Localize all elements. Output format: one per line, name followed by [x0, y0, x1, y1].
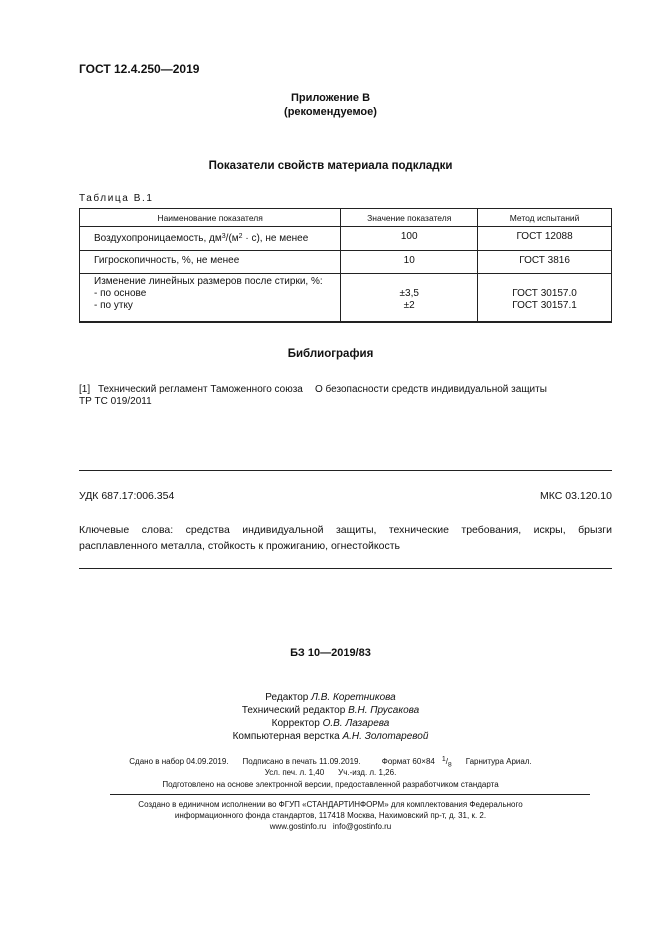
table-header-row [80, 209, 612, 227]
table-row [80, 274, 612, 323]
footer-site-link[interactable]: www.gostinfo.ru [269, 822, 327, 831]
standard-number: ГОСТ 12.4.250—2019 [79, 62, 200, 76]
appendix-note: (рекомендуемое) [284, 106, 377, 118]
table-cell-value: ±3,5 ±2 [341, 274, 478, 323]
table-cell-method: ГОСТ 30157.0 ГОСТ 30157.1 [478, 274, 612, 323]
footer-line-2: информационного фонда стандартов, 117418 Москва, Нахимовский пр-т, д. 31, к. 2. [174, 811, 487, 820]
imprint-line-2: Усл. печ. л. 1,40 Уч.-изд. л. 1,26. [264, 768, 397, 777]
column-header: Метод испытаний [478, 209, 612, 227]
table-cell-name: Воздухопроницаемость, $дм^3/(м^2 \cdot с)$, не менее [80, 227, 341, 251]
divider [110, 794, 590, 795]
footer-line-1: Создано в единичном исполнении во ФГУП «СТАНДАРТИНФОРМ» для комплектования Федерального [138, 800, 523, 809]
table-cell-value: 100 [341, 227, 478, 251]
bibliography-ref-title: О безопасности средств индивидуальной защиты [315, 384, 547, 395]
staff-tech-editor: Технический редактор В.Н. Прусакова [241, 705, 420, 716]
properties-table [79, 208, 612, 323]
staff-editor: Редактор Л.В. Коретникова [265, 692, 396, 703]
imprint-line-3: Подготовлено на основе электронной версии, предоставленной разработчиком стандарта [162, 780, 499, 789]
table-cell-method: ГОСТ 12088 [478, 227, 612, 251]
table-cell-value: 10 [341, 251, 478, 274]
bibliography-ref-number: [1] [79, 384, 91, 395]
keywords: Ключевые слова: средства индивидуальной защиты, технические требования, искры, брызги расплавленного металла, стойкость к прожиганию, огнестойкость [79, 524, 612, 552]
divider [79, 568, 612, 569]
footer-contacts [0, 822, 661, 831]
table-row [80, 251, 612, 274]
section-title: Показатели свойств материала подкладки [208, 160, 453, 172]
table-row [80, 227, 612, 251]
footer-email-link[interactable]: info@gostinfo.ru [332, 822, 392, 831]
divider [79, 470, 612, 471]
bibliography-ref-doc: Технический регламент Таможенного союза [98, 384, 303, 395]
staff-corrector: Корректор О.В. Лазарева [271, 718, 390, 729]
staff-layout: Компьютерная верстка А.Н. Золотаревой [232, 731, 429, 742]
bz-number: БЗ 10—2019/83 [290, 647, 371, 659]
table-cell-method: ГОСТ 3816 [478, 251, 612, 274]
appendix-title: Приложение В [290, 92, 371, 104]
table-cell-name: Изменение линейных размеров после стирки, %: - по основе - по утку [80, 274, 341, 323]
mks-code: МКС 03.120.10 [540, 490, 612, 502]
udk-code: УДК 687.17:006.354 [79, 490, 175, 502]
table-caption: Таблица В.1 [79, 193, 154, 204]
bibliography-ref-code: ТР ТС 019/2011 [79, 396, 152, 407]
imprint-line-1: Сдано в набор 04.09.2019. Подписано в печать 11.09.2019. Формат 60×84 $^1/_8$ Гарнитура Ариал. [129, 756, 532, 769]
column-header: Значение показателя [341, 209, 478, 227]
bibliography-title: Библиография [287, 348, 374, 360]
column-header: Наименование показателя [80, 209, 341, 227]
table-cell-name: Гигроскопичность, %, не менее [80, 251, 341, 274]
